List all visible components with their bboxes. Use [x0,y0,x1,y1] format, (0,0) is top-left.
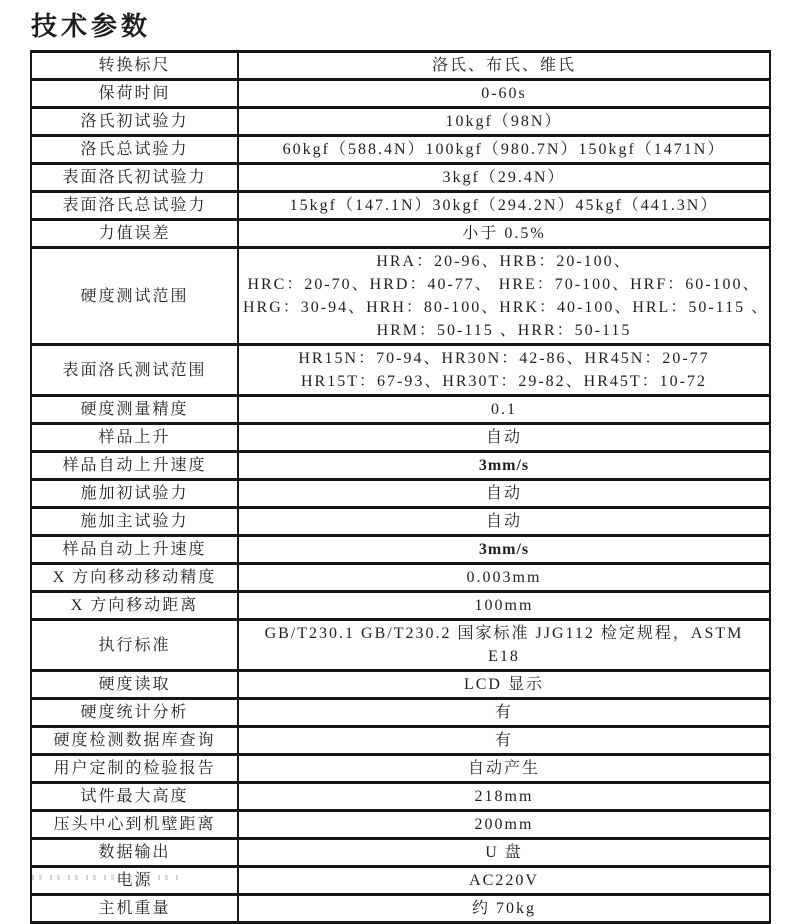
param-value-cell [238,727,770,755]
value-line: HRM：50-115 、HRR：50-115 [376,322,632,339]
param-name-cell: 洛氏总试验力 [31,136,238,164]
param-value-cell [238,895,770,923]
value-line: 洛氏、布氏、维氏 [431,57,576,74]
param-name-cell: 硬度读取 [31,671,238,699]
value-line: 200mm [474,816,534,833]
param-value-cell [238,192,770,220]
table-row [31,592,770,620]
param-name-cell: 洛氏初试验力 [31,108,238,136]
value-line: HRG：30-94、HRH：80-100、HRK：40-100、HRL：50-115 、 [243,299,770,316]
param-name-cell: 样品自动上升速度 [31,536,238,564]
param-value-cell [238,52,770,80]
value-line: AC220V [469,872,539,889]
param-value-cell [238,839,770,867]
value-line: 有 [494,704,513,721]
param-value-cell [238,508,770,536]
param-name-cell: 转换标尺 [31,52,238,80]
value-line: 10kgf（98N） [445,113,563,130]
table-row [31,508,770,536]
param-value-cell [238,867,770,895]
param-value-cell [238,699,770,727]
param-value-cell [238,164,770,192]
param-name-cell: 保荷时间 [31,80,238,108]
value-line: 3mm/s [478,541,530,558]
value-line: 0.1 [491,401,517,418]
param-value-cell [238,345,770,396]
table-row [31,192,770,220]
value-line: 有 [494,732,513,749]
param-name-cell: 用户定制的检验报告 [31,755,238,783]
param-name-cell: 硬度检测数据库查询 [31,727,238,755]
param-value-cell [238,620,770,671]
table-row [31,671,770,699]
page-title: 技术参数 [31,12,152,41]
table-row [31,52,770,80]
table-row [31,867,770,895]
param-name-cell: 力值误差 [31,220,238,248]
value-line: 约 70kg [471,900,536,917]
param-name-cell: 硬度测量精度 [31,396,238,424]
value-line: 小于 0.5% [462,225,546,242]
value-line: 自动 [485,513,522,530]
param-name-cell: 表面洛氏总试验力 [31,192,238,220]
param-name-cell: 试件最大高度 [31,783,238,811]
param-name-cell: 施加初试验力 [31,480,238,508]
table-row [31,811,770,839]
table-row [31,480,770,508]
specs-table [30,50,771,924]
table-row [31,80,770,108]
param-value-cell [238,755,770,783]
param-value-cell [238,536,770,564]
param-value-cell [238,480,770,508]
param-name-cell: 压头中心到机壁距离 [31,811,238,839]
param-name-cell: X 方向移动距离 [31,592,238,620]
value-line: 自动产生 [467,760,540,777]
value-line: GB/T230.1 GB/T230.2 国家标准 JJG112 检定规程，ASTM [264,625,744,642]
value-line: 0.003mm [466,569,542,586]
value-line: 60kgf（588.4N）100kgf（980.7N）150kgf（1471N） [282,141,726,158]
value-line: HR15T：67-93、HR30T：29-82、HR45T：10-72 [301,373,707,390]
table-row [31,699,770,727]
table-row [31,452,770,480]
param-value-cell [238,783,770,811]
value-line: 自动 [485,485,522,502]
table-row [31,424,770,452]
table-row [31,755,770,783]
param-name-cell: 施加主试验力 [31,508,238,536]
param-value-cell [238,248,770,345]
param-name-cell: 样品上升 [31,424,238,452]
table-row [31,345,770,396]
table-row [31,136,770,164]
param-value-cell [238,396,770,424]
table-row [31,564,770,592]
value-line: HRC：20-70、HRD：40-77、 HRE：70-100、HRF：60-100、 [247,276,761,293]
param-value-cell [238,811,770,839]
value-line: 3kgf（29.4N） [442,169,566,186]
table-row [31,248,770,345]
param-name-cell: 主机重量 [31,895,238,923]
table-row [31,727,770,755]
param-value-cell [238,136,770,164]
param-value-cell [238,108,770,136]
param-name-cell: 硬度统计分析 [31,699,238,727]
param-value-cell [238,671,770,699]
value-line: HRA：20-96、HRB：20-100、 [376,253,632,270]
specs-table-body [31,52,770,923]
table-row [31,108,770,136]
param-name-cell: 硬度测试范围 [31,248,238,345]
table-row [31,620,770,671]
value-line: 3mm/s [478,457,530,474]
param-value-cell [238,424,770,452]
table-row [31,536,770,564]
value-line: 218mm [474,788,534,805]
table-row [31,895,770,923]
param-name-cell: 数据输出 [31,839,238,867]
value-line: 100mm [474,597,534,614]
value-line: HR15N：70-94、HR30N：42-86、HR45N：20-77 [298,350,710,367]
cutoff-text-fragment [32,875,180,880]
param-name-cell: 表面洛氏测试范围 [31,345,238,396]
param-value-cell [238,452,770,480]
value-line: E18 [488,648,520,665]
param-name-cell: 表面洛氏初试验力 [31,164,238,192]
value-line: LCD 显示 [463,676,544,693]
param-name-cell: 样品自动上升速度 [31,452,238,480]
table-row [31,839,770,867]
param-name-cell: 执行标准 [31,620,238,671]
value-line: U 盘 [485,844,523,861]
param-name-cell: 电源 [31,867,238,895]
param-value-cell [238,80,770,108]
value-line: 自动 [485,429,522,446]
table-row [31,783,770,811]
param-value-cell [238,592,770,620]
table-row [31,164,770,192]
table-row [31,220,770,248]
value-line: 0-60s [481,85,527,102]
table-row [31,396,770,424]
param-value-cell [238,564,770,592]
param-value-cell [238,220,770,248]
param-name-cell: X 方向移动移动精度 [31,564,238,592]
value-line: 15kgf（147.1N）30kgf（294.2N）45kgf（441.3N） [289,197,719,214]
